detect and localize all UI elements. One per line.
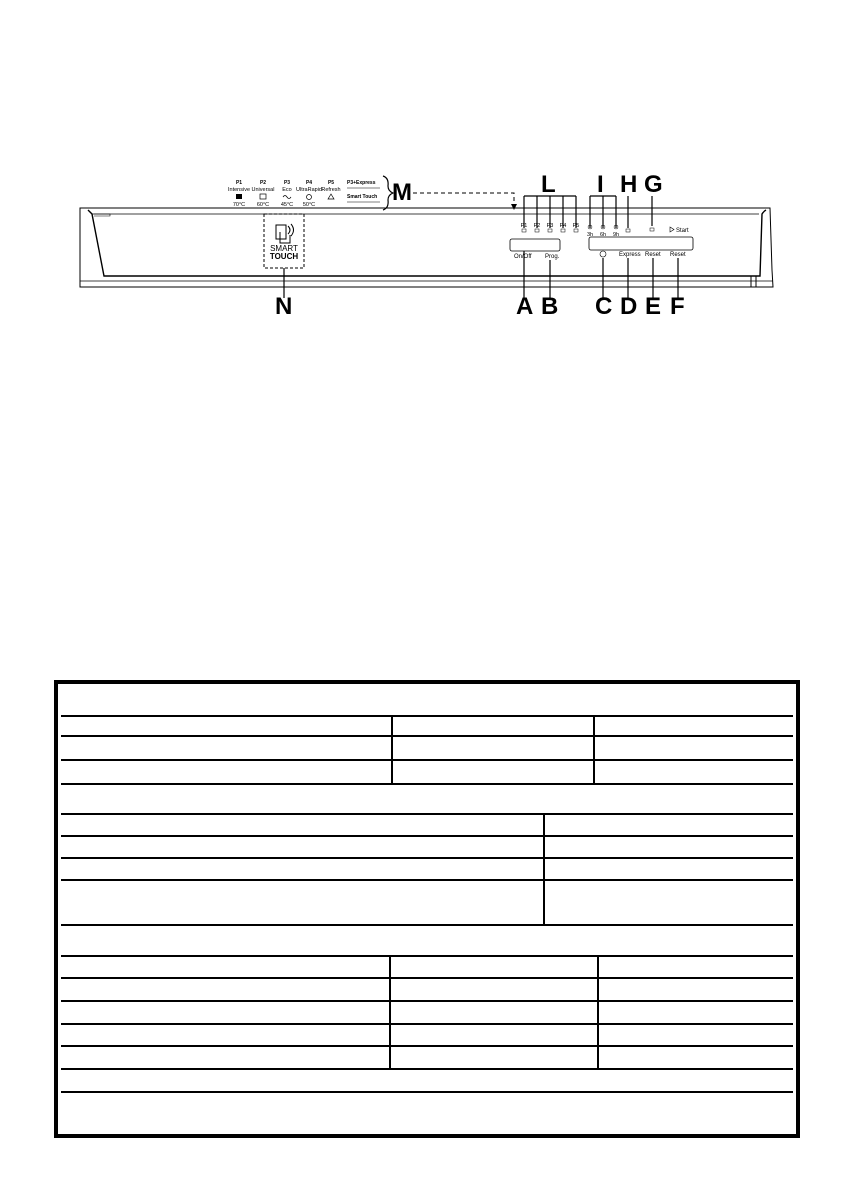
program-name: Eco <box>282 187 292 193</box>
table-cell <box>595 737 793 761</box>
callout-d: D <box>620 293 638 320</box>
table-cell <box>599 1025 793 1047</box>
table-row <box>61 759 793 785</box>
program-leds <box>521 223 580 232</box>
table-row <box>61 1023 793 1047</box>
callout-l: L <box>541 171 556 198</box>
table-cell <box>61 881 545 926</box>
table-cell <box>545 859 793 881</box>
table-row <box>61 735 793 761</box>
eco-icon <box>283 196 291 199</box>
table-cell <box>61 717 393 737</box>
program-p2 <box>252 180 275 208</box>
table-cell <box>391 1025 599 1047</box>
table-row <box>61 857 793 881</box>
empty-table <box>54 680 800 1138</box>
callout-n: N <box>275 293 293 320</box>
table-cell <box>393 761 595 785</box>
delay-label: 3h <box>586 232 594 238</box>
table-cell <box>599 1002 793 1025</box>
smart-touch-logo-icon <box>276 224 294 243</box>
table-cell <box>391 1002 599 1025</box>
program-code: P4 <box>305 180 313 186</box>
table-row <box>61 924 793 957</box>
delay-label: 6h <box>599 232 607 238</box>
table-cell <box>61 1002 391 1025</box>
prog-label: Prog. <box>545 254 560 260</box>
led-label: P1 <box>520 223 528 229</box>
led-label: P4 <box>559 223 567 229</box>
program-name: Intensive <box>227 187 251 193</box>
table-cell <box>61 859 545 881</box>
control-panel <box>80 208 773 287</box>
program-p1 <box>228 180 250 208</box>
dashed-leader-line <box>413 193 514 205</box>
intensive-icon <box>236 194 242 199</box>
program-p4 <box>296 180 322 208</box>
delay-timer-icon <box>600 251 606 257</box>
smart-logo-line1: SMART <box>270 244 298 253</box>
table-cell <box>391 957 599 979</box>
program-temp: 45°C <box>280 202 294 208</box>
led-g <box>650 228 654 231</box>
callout-i-bracket <box>590 196 616 228</box>
table-cell <box>391 1047 599 1070</box>
callout-h: H <box>620 171 638 198</box>
table-row <box>61 1091 793 1133</box>
table-cell <box>599 1047 793 1070</box>
program-code: P2 <box>259 180 267 186</box>
table-cell <box>545 881 793 926</box>
right-button-strip <box>589 237 693 250</box>
delay-leds <box>587 225 654 238</box>
express-label: Express <box>619 252 641 258</box>
arrow-down-icon <box>511 204 517 210</box>
table-row <box>61 1068 793 1093</box>
table-cell <box>595 761 793 785</box>
callout-g: G <box>644 171 663 198</box>
program-code: P3 <box>283 180 291 186</box>
led-label: P5 <box>572 223 580 229</box>
table-cell <box>599 979 793 1002</box>
table-row <box>61 879 793 926</box>
program-name: Refresh <box>321 187 341 193</box>
program-code: P1 <box>235 180 243 186</box>
program-p3 <box>281 180 293 208</box>
table-cell <box>61 957 391 979</box>
smart-logo-line2: TOUCH <box>269 252 299 261</box>
program-temp: 70°C <box>232 202 246 208</box>
program-legend <box>228 180 341 208</box>
reset-label: Reset <box>645 252 661 258</box>
table-cell <box>61 815 545 837</box>
table-cell <box>61 1070 793 1093</box>
program-code: P5 <box>327 180 335 186</box>
on-off-label: On/Off <box>514 254 532 260</box>
refresh-icon <box>328 194 334 199</box>
table-cell <box>61 1047 391 1070</box>
program-name: UltraRapid <box>296 187 322 193</box>
table-row <box>61 1045 793 1070</box>
table-row <box>61 813 793 837</box>
control-panel-diagram <box>0 0 850 340</box>
table-row <box>61 835 793 859</box>
reset-label-2: Reset <box>670 252 686 258</box>
program-temp: 50°C <box>302 202 316 208</box>
table-cell <box>599 957 793 979</box>
delay-label: 9h <box>612 232 620 238</box>
express-legend-text: P3+Express <box>347 180 376 186</box>
table-cell <box>61 926 793 957</box>
table-row <box>61 1000 793 1025</box>
callout-b: B <box>541 293 559 320</box>
table-cell <box>61 979 391 1002</box>
table-cell <box>393 737 595 761</box>
program-name: Universal <box>251 187 275 193</box>
universal-icon <box>260 194 266 199</box>
led-label: P2 <box>533 223 541 229</box>
table-row <box>61 783 793 815</box>
callout-m: M <box>392 179 412 206</box>
table-cell <box>545 837 793 859</box>
program-p5 <box>321 180 340 199</box>
table-cell <box>393 717 595 737</box>
callout-e: E <box>645 293 662 320</box>
table-cell <box>61 837 545 859</box>
callout-i: I <box>597 171 604 198</box>
callout-a: A <box>516 293 534 320</box>
table-cell <box>595 717 793 737</box>
table-cell <box>61 785 793 815</box>
table-cell <box>61 761 393 785</box>
table-cell <box>391 979 599 1002</box>
table-cell <box>61 1093 793 1133</box>
table-cell <box>545 815 793 837</box>
ultrarapid-icon <box>307 195 312 200</box>
table-cell <box>61 737 393 761</box>
callout-c: C <box>595 293 613 320</box>
table-cell <box>61 1025 391 1047</box>
start-icon <box>670 227 674 232</box>
callout-f: F <box>670 293 685 320</box>
start-label: Start <box>676 228 689 234</box>
extra-legend <box>347 176 393 210</box>
led-h <box>626 229 630 232</box>
table-row <box>61 977 793 1002</box>
table-row <box>61 715 793 737</box>
smart-touch-legend-text: Smart Touch <box>347 194 378 200</box>
program-temp: 60°C <box>256 202 270 208</box>
led-label: P3 <box>546 223 554 229</box>
left-button-strip <box>510 239 560 251</box>
table-row <box>61 955 793 979</box>
